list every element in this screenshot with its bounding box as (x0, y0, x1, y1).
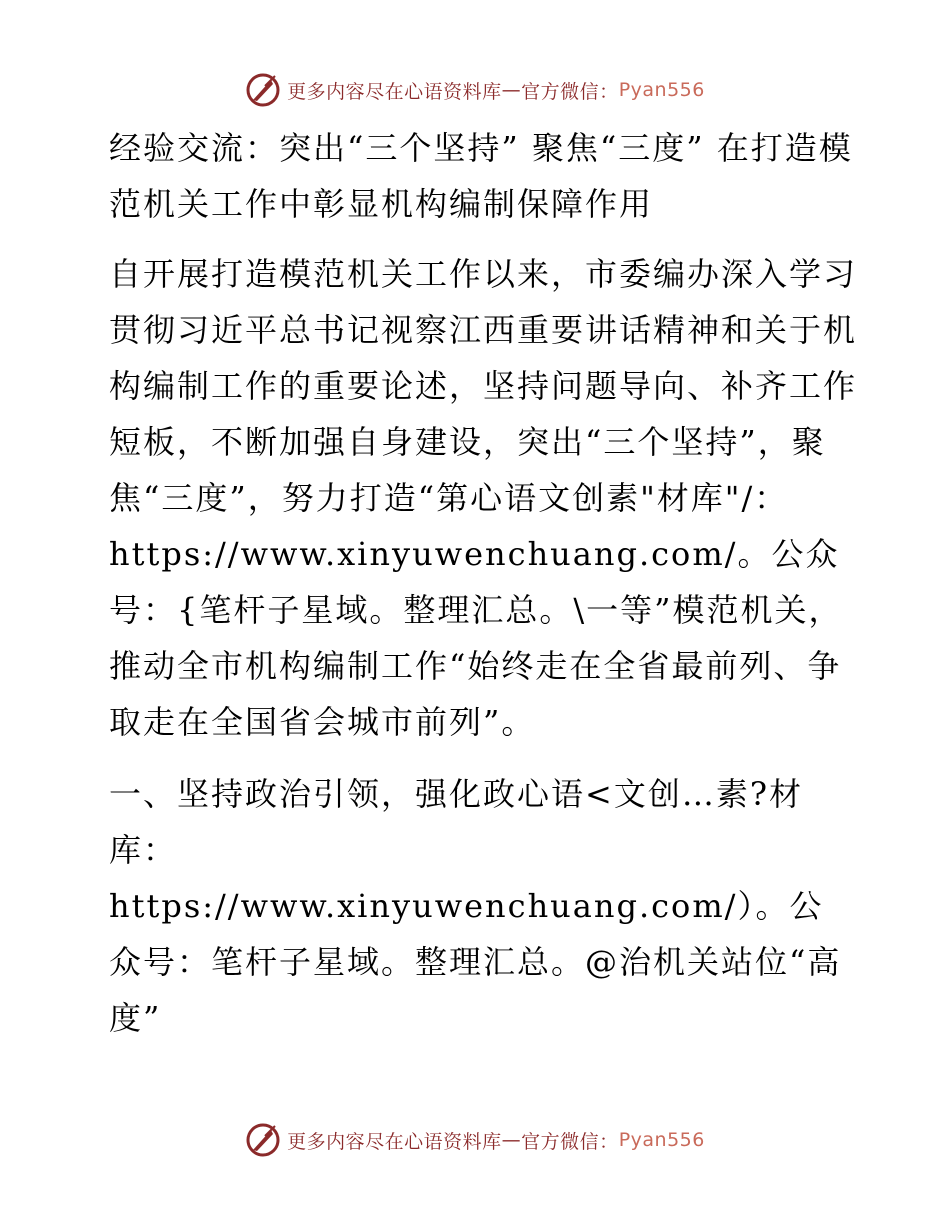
banner-text: 更多内容尽在心语资料库 (287, 80, 502, 103)
paragraph: 一、坚持政治引领，强化政心语<文创…素?材库：https://www.xinyuwenchuang.com/）。公众号：笔杆子星域。整理汇总。@治机关站位“高度” (109, 775, 842, 1037)
footer-banner (0, 1120, 950, 1160)
banner-dash: — (501, 79, 522, 101)
header-banner (0, 70, 950, 110)
feather-pen-logo-icon (245, 1122, 281, 1158)
document-title: 经验交流：突出“三个坚持” 聚焦“三度” 在打造模范机关工作中彰显机构编制保障作用 (109, 129, 853, 223)
banner-handle: Pyan556 (618, 1129, 705, 1151)
banner-dash: — (501, 1129, 522, 1151)
banner-text: 更多内容尽在心语资料库 (287, 1130, 502, 1153)
banner-handle: Pyan556 (618, 79, 705, 101)
document-body (97, 120, 857, 1062)
paragraph: 自开展打造模范机关工作以来，市委编办深入学习贯彻习近平总书记视察江西重要讲话精神和关于机构编制工作的重要论述，坚持问题导向、补齐工作短板，不断加强自身建设，突出“三个坚持”，聚焦“三度”，努力打造“第心语文创素"材库"/：https://www.xinyuwenchuang.com/。公众号：{笔杆子星域。整理汇总。\一等”模范机关，推动全市机构编制工作“始终走在全省最前列、争取走在全国省会城市前列”。 (109, 255, 858, 741)
banner-official: 官方微信： (521, 1130, 619, 1153)
banner-official: 官方微信： (521, 80, 619, 103)
feather-pen-logo-icon (245, 72, 281, 108)
